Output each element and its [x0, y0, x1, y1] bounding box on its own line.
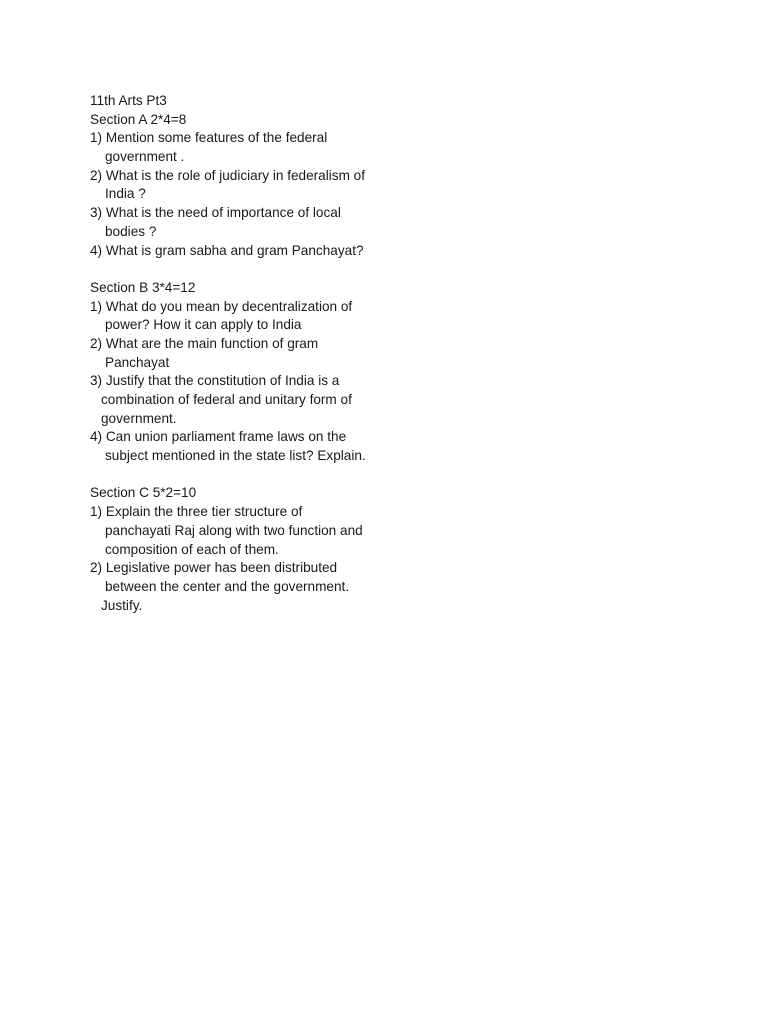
question-line: 2) Legislative power has been distributed	[90, 560, 338, 576]
question-line: 2) What is the role of judiciary in federalism of	[90, 167, 366, 183]
section-heading: Section A 2*4=8	[90, 111, 187, 127]
section-c	[90, 484, 410, 615]
question-line-continued: between the center and the government.	[105, 578, 350, 594]
question-line: 1) Mention some features of the federal	[90, 130, 328, 146]
section-a	[90, 111, 410, 261]
section-heading: Section C 5*2=10	[90, 485, 197, 501]
question-line: 1) What do you mean by decentralization of	[90, 298, 353, 314]
question-line: 3) What is the need of importance of local	[90, 205, 341, 221]
question-line-continued: power? How it can apply to India	[105, 317, 302, 333]
question-line-continued: bodies ?	[105, 223, 157, 239]
document-title: 11th Arts Pt3	[90, 93, 167, 108]
question-line-continued: India ?	[105, 186, 146, 202]
question-line: 3) Justify that the constitution of India is a	[90, 373, 340, 389]
question-line: 4) Can union parliament frame laws on the	[90, 429, 347, 445]
document-page	[90, 92, 410, 615]
question-line-continued: panchayati Raj along with two function and	[105, 522, 363, 538]
question-line-continued: combination of federal and unitary form of	[101, 392, 352, 407]
question-line-continued: government .	[105, 149, 185, 165]
question-line: 2) What are the main function of gram	[90, 335, 319, 351]
section-heading: Section B 3*4=12	[90, 279, 196, 295]
question-line-continued: subject mentioned in the state list? Explain.	[105, 448, 366, 464]
question-line-continued: government.	[101, 410, 177, 426]
question-line-continued: composition of each of them.	[105, 541, 279, 557]
section-spacer	[90, 260, 410, 279]
section-spacer	[90, 466, 410, 485]
section-b	[90, 279, 410, 466]
question-line: 4) What is gram sabha and gram Panchayat?	[90, 242, 364, 258]
question-line-continued: Justify.	[101, 597, 143, 613]
question-line-continued: Panchayat	[105, 354, 170, 370]
question-line: 1) Explain the three tier structure of	[90, 504, 303, 520]
